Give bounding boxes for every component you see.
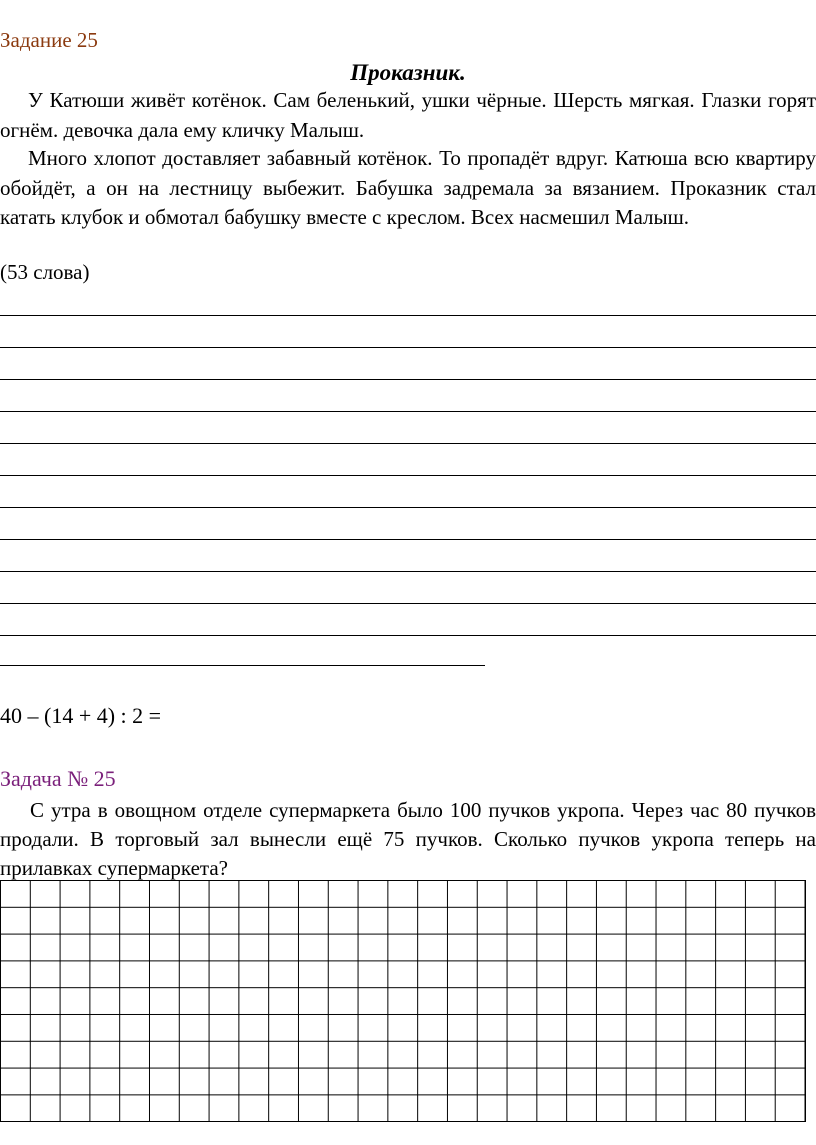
task-heading: Задание 25 bbox=[0, 28, 98, 52]
writing-line[interactable] bbox=[0, 603, 816, 604]
writing-line[interactable] bbox=[0, 347, 816, 348]
story-paragraph-1 bbox=[0, 86, 816, 145]
math-expression: 40 – (14 + 4) : 2 = bbox=[0, 703, 162, 728]
writing-line[interactable] bbox=[0, 539, 816, 540]
writing-line[interactable] bbox=[0, 315, 816, 316]
story-paragraph-2 bbox=[0, 144, 816, 233]
writing-line[interactable] bbox=[0, 507, 816, 508]
problem-text bbox=[0, 796, 816, 883]
writing-line[interactable] bbox=[0, 475, 816, 476]
writing-line[interactable] bbox=[0, 411, 816, 412]
writing-line[interactable] bbox=[0, 443, 816, 444]
story-paragraph-1-text: У Катюши живёт котёнок. Сам беленький, ушки чёрные. Шерсть мягкая. Глазки горят огнём. девочка дала ему кличку Малыш. bbox=[0, 88, 816, 142]
writing-line[interactable] bbox=[0, 379, 816, 380]
answer-grid[interactable] bbox=[0, 880, 806, 1122]
story-paragraph-2-text: Много хлопот доставляет забавный котёнок. То пропадёт вдруг. Катюша всю квартиру обойдёт, а он на лестницу выбежит. Бабушка задремала за вязанием. Проказник стал катать клубок и обмотал бабушку вместе с креслом. Всех насмешил Малыш. bbox=[0, 146, 816, 229]
writing-line[interactable] bbox=[0, 665, 485, 666]
problem-heading: Задача № 25 bbox=[0, 766, 116, 791]
story-title: Проказник. bbox=[350, 60, 466, 85]
writing-line[interactable] bbox=[0, 571, 816, 572]
writing-line[interactable] bbox=[0, 635, 816, 636]
word-count: (53 слова) bbox=[0, 260, 90, 284]
problem-text-body: С утра в овощном отделе супермаркета было 100 пучков укропа. Через час 80 пучков продали. В торговый зал вынесли ещё 75 пучков. Сколько пучков укропа теперь на прилавках супермаркета? bbox=[0, 798, 816, 880]
